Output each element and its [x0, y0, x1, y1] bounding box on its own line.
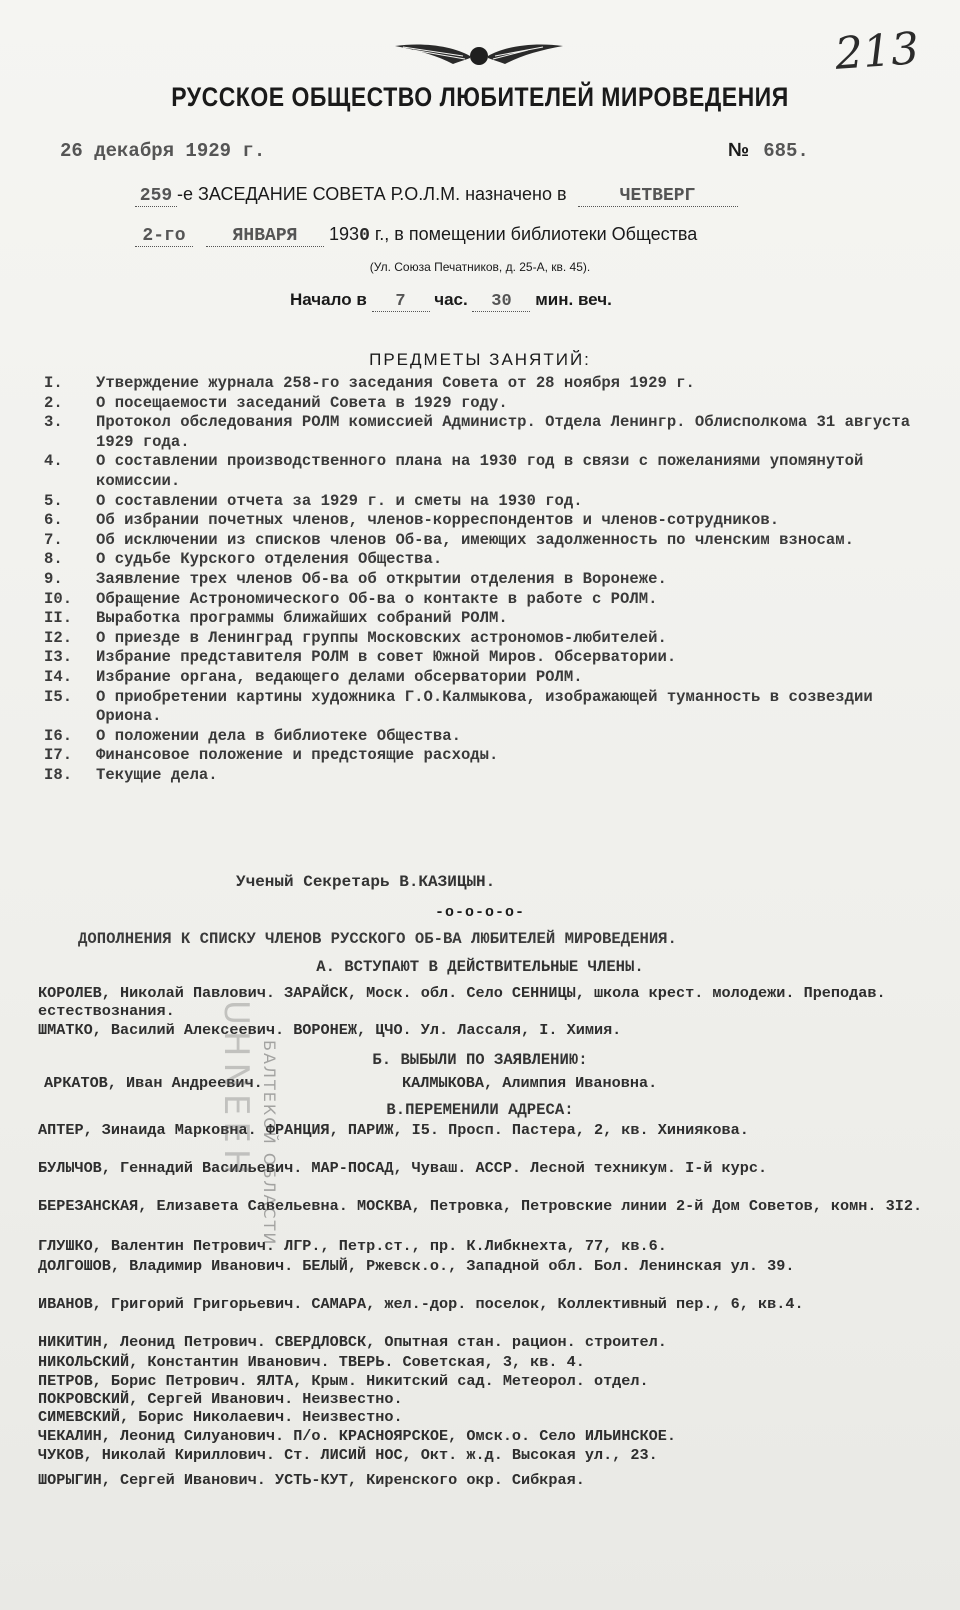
- agenda-item-text: Об исключении из списков членов Об-ва, имеющих задолженность по членским взносам.: [96, 530, 854, 549]
- agenda-item-text: О приезде в Ленинград группы Московских астрономов-любителей.: [96, 628, 667, 647]
- agenda-item: [44, 648, 924, 668]
- agenda-item-text: Текущие дела.: [96, 765, 218, 784]
- meeting-weekday: ЧЕТВЕРГ: [578, 186, 738, 207]
- agenda-item: [44, 374, 924, 394]
- number-value: 685.: [763, 140, 809, 162]
- document-number: [728, 140, 809, 162]
- agenda-item-number: I0.: [44, 589, 73, 608]
- section-b-member-right: КАЛМЫКОВА, Алимпия Ивановна.: [402, 1074, 658, 1092]
- address-change-entry: ЧУКОВ, Николай Кириллович. Ст. ЛИСИЙ НОС, Окт. ж.д. Высокая ул., 23.: [38, 1446, 658, 1464]
- address-change-entry: БЕРЕЗАНСКАЯ, Елизавета Савельевна. МОСКВА, Петровка, Петровские линии 2-й Дом Советов, комн. 3I2.: [38, 1197, 923, 1215]
- agenda-item-number: I2.: [44, 628, 73, 647]
- agenda-item-number: I4.: [44, 667, 73, 686]
- start-hour: 7: [372, 292, 430, 312]
- agenda-item: [44, 766, 924, 786]
- stamp-big-text: UHNEEH: [216, 1000, 256, 1181]
- meeting-day: 2-го: [135, 226, 193, 247]
- winged-emblem-icon: [393, 38, 565, 74]
- agenda-item-text: О положении дела в библиотеке Общества.: [96, 726, 461, 745]
- agenda-item: [44, 492, 924, 512]
- address-change-entry: ПОКРОВСКИЙ, Сергей Иванович. Неизвестно.: [38, 1390, 403, 1408]
- agenda-item-text: О составлении производственного плана на 1930 год в связи с пожеланиями упомянутой комиссии.: [96, 452, 864, 490]
- agenda-item: [44, 629, 924, 649]
- section-b-member-left: АРКАТОВ, Иван Андреевич.: [44, 1074, 263, 1092]
- address-change-entry: НИКОЛЬСКИЙ, Константин Иванович. ТВЕРЬ. Советская, 3, кв. 4.: [38, 1353, 585, 1371]
- agenda-item: [44, 609, 924, 629]
- agenda-item-text: Финансовое положение и предстоящие расходы.: [96, 746, 499, 765]
- meeting-line-1: [135, 184, 738, 207]
- agenda-item-text: Об избрании почетных членов, членов-корреспондентов и членов-сотрудников.: [96, 511, 780, 530]
- meeting-line-2-text: г., в помещении библиотеки Общества: [369, 224, 698, 244]
- agenda-item-number: I7.: [44, 746, 73, 765]
- agenda-item-text: Обращение Астрономического Об-ва о контакте в работе с РОЛМ.: [96, 589, 658, 608]
- address-change-entry: ЧЕКАЛИН, Леонид Силуанович. П/о. КРАСНОЯРСКОЕ, Омск.о. Село ИЛЬИНСКОЕ.: [38, 1427, 676, 1445]
- agenda-item: [44, 394, 924, 414]
- agenda-item: [44, 452, 924, 491]
- agenda-item-number: 9.: [44, 569, 63, 588]
- agenda-item-number: II.: [44, 609, 73, 628]
- library-stamp: [196, 1000, 336, 1340]
- agenda-item-number: I5.: [44, 687, 73, 706]
- agenda-title: ПРЕДМЕТЫ ЗАНЯТИЙ:: [369, 350, 591, 369]
- address-change-entry: БУЛЫЧОВ, Геннадий Васильевич. МАР-ПОСАД, Чуваш. АССР. Лесной техникум. I-й курс.: [38, 1159, 768, 1177]
- stamp-small-text: БАЛТЕКОЙ ОБЛАСТИ: [260, 1040, 279, 1247]
- number-label: №: [728, 140, 750, 161]
- meeting-month: ЯНВАРЯ: [206, 226, 324, 247]
- agenda-item-number: 2.: [44, 393, 63, 412]
- meeting-line-2: [135, 224, 697, 247]
- agenda-item-text: Избрание представителя РОЛМ в совет Южной Миров. Обсерватории.: [96, 648, 677, 667]
- address-change-entry: ИВАНОВ, Григорий Григорьевич. САМАРА, жел.-дор. поселок, Коллективный пер., 6, кв.4.: [38, 1295, 804, 1313]
- minutes-label: мин. веч.: [535, 290, 612, 309]
- agenda-item-text: О судьбе Курского отделения Общества.: [96, 550, 443, 569]
- agenda-item: [44, 531, 924, 551]
- agenda-item: [44, 550, 924, 570]
- agenda-item-text: Утверждение журнала 258-го заседания Совета от 28 ноября 1929 г.: [96, 374, 695, 392]
- agenda-item: [44, 746, 924, 766]
- agenda-item-number: I3.: [44, 648, 73, 667]
- address-change-entry: СИМЕВСКИЙ, Борис Николаевич. Неизвестно.: [38, 1408, 403, 1426]
- secretary-signature: Ученый Секретарь В.КАЗИЦЫН.: [236, 873, 496, 891]
- agenda-item: [44, 727, 924, 747]
- agenda-item-number: 6.: [44, 511, 63, 530]
- address-change-entry: ГЛУШКО, Валентин Петрович. ЛГР., Петр.ст., пр. К.Либкнехта, 77, кв.6.: [38, 1237, 667, 1255]
- document-date: 26 декабря 1929 г.: [60, 140, 266, 162]
- agenda-item: [44, 688, 924, 727]
- agenda-item: [44, 511, 924, 531]
- section-b-heading: Б. ВЫБЫЛИ ПО ЗАЯВЛЕНИЮ:: [372, 1051, 588, 1069]
- agenda-item-text: О приобретении картины художника Г.О.Калмыкова, изображающей туманность в созвездии Ориона.: [96, 687, 873, 726]
- separator: -о-о-о-о-: [434, 904, 525, 921]
- agenda-item-number: 8.: [44, 550, 63, 569]
- section-a-heading: А. ВСТУПАЮТ В ДЕЙСТВИТЕЛЬНЫЕ ЧЛЕНЫ.: [316, 958, 644, 976]
- agenda-item-text: Избрание органа, ведающего делами обсерватории РОЛМ.: [96, 667, 583, 686]
- agenda-item: [44, 413, 924, 452]
- agenda-item: [44, 668, 924, 688]
- agenda-item-number: I6.: [44, 726, 73, 745]
- meeting-line-1-text: -е ЗАСЕДАНИЕ СОВЕТА Р.О.Л.М. назначено в: [177, 184, 567, 204]
- society-address: (Ул. Союза Печатников, д. 25-А, кв. 45).: [369, 260, 591, 274]
- agenda-item-text: Выработка программы ближайших собраний РОЛМ.: [96, 609, 508, 628]
- agenda-item-text: О составлении отчета за 1929 г. и сметы на 1930 год.: [96, 491, 583, 510]
- address-change-entry: ШОРЫГИН, Сергей Иванович. УСТЬ-КУТ, Киренского окр. Сибкрая.: [38, 1471, 585, 1489]
- society-title: РУССКОЕ ОБЩЕСТВО ЛЮБИТЕЛЕЙ МИРОВЕДЕНИЯ: [171, 81, 789, 112]
- agenda-item-number: 7.: [44, 530, 63, 549]
- agenda-item-number: 3.: [44, 413, 63, 432]
- meeting-start-time: [290, 290, 612, 312]
- agenda-item-text: Заявление трех членов Об-ва об открытии отделения в Воронеже.: [96, 569, 667, 588]
- start-label: Начало в: [290, 290, 367, 309]
- agenda-item-text: О посещаемости заседаний Совета в 1929 году.: [96, 393, 508, 412]
- agenda-item: [44, 570, 924, 590]
- address-change-entry: АПТЕР, Зинаида Марковна. ФРАНЦИЯ, ПАРИЖ, I5. Просп. Пастера, 2, кв. Хиниякова.: [38, 1121, 749, 1139]
- address-change-entry: НИКИТИН, Леонид Петрович. СВЕРДЛОВСК, Опытная стан. рацион. строител.: [38, 1333, 667, 1351]
- start-minutes: 30: [472, 292, 530, 312]
- agenda-item-text: Протокол обследования РОЛМ комиссией Администр. Отдела Ленингр. Облисполкома 31 августа 1929 года.: [96, 413, 911, 451]
- year-prefix: 193: [329, 224, 360, 244]
- agenda-item-number: I.: [44, 374, 63, 392]
- hour-label: час.: [434, 290, 468, 309]
- agenda-item-number: I8.: [44, 765, 73, 784]
- address-change-entry: ПЕТРОВ, Борис Петрович. ЯЛТА, Крым. Никитский сад. Метеорол. отдел.: [38, 1372, 649, 1390]
- agenda-list: [44, 374, 924, 785]
- member-entry: ШМАТКО, Василий Алексеевич. ВОРОНЕЖ, ЦЧО. Ул. Лассаля, I. Химия.: [38, 1021, 622, 1039]
- year-suffix: 0: [359, 226, 370, 246]
- member-entry: КОРОЛЕВ, Николай Павлович. ЗАРАЙСК, Моск. обл. Село СЕННИЦЫ, школа крест. молодежи. Преподав. естествознания.: [38, 984, 886, 1020]
- agenda-item-number: 5.: [44, 491, 63, 510]
- section-c-heading: В.ПЕРЕМЕНИЛИ АДРЕСА:: [386, 1101, 574, 1119]
- additions-title: ДОПОЛНЕНИЯ К СПИСКУ ЧЛЕНОВ РУССКОГО ОБ-ВА ЛЮБИТЕЛЕЙ МИРОВЕДЕНИЯ.: [78, 930, 677, 948]
- agenda-item: [44, 590, 924, 610]
- session-number: 259: [135, 186, 177, 207]
- handwritten-folio-number: 213: [833, 23, 921, 80]
- address-change-entry: ДОЛГОШОВ, Владимир Иванович. БЕЛЫЙ, Ржевск.о., Западной обл. Бол. Ленинская ул. 39.: [38, 1257, 795, 1275]
- agenda-item-number: 4.: [44, 452, 63, 471]
